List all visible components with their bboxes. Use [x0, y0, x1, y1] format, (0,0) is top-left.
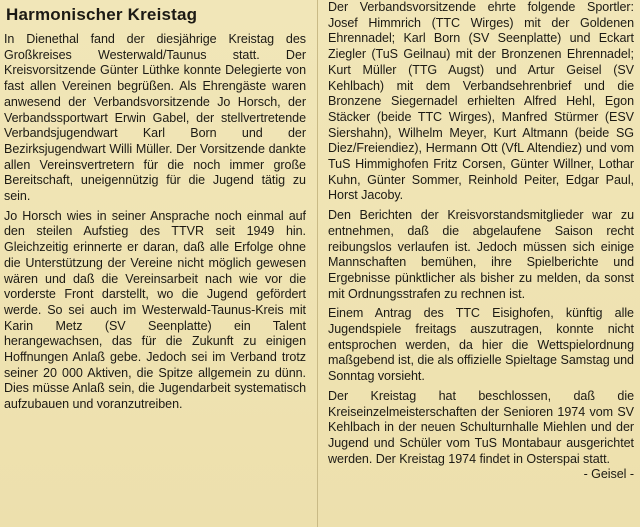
right-column [328, 0, 634, 483]
left-column [4, 0, 306, 417]
decisions-text: Der Kreistag hat beschlossen, daß die Kreiseinzelmeisterschaften der Senioren 1974 vom SV Kehlbach in der neuen Schulturnhalle Miehlen und der Jugend und Schüler vom TuS Montabaur ausgerichtet werden. Der Kreistag 1974 findet in Osterspai statt. [328, 388, 634, 466]
column-divider [317, 0, 318, 527]
paragraph-decisions [328, 388, 634, 482]
paragraph-intro: In Dienethal fand der diesjährige Kreistag des Großkreises Westerwald/Taunus statt. Der Kreisvorsitzende Günter Lüthke konnte Delegierte von fast allen Vereinen begrüßen. Als Ehrengäste waren anwesend der Verbandsvorsitzende Jo Horsch, der Verbandssportwart Erwin Gabel, der stellvertretende Verbandsjugendwart Karl Born und der Bezirksjugendwart Willi Müller. Der Vorsitzende dankte allen Vereinsvertretern für die noch immer große Bereitschaft, uneigennützig für die Jugend tätig zu sein. [4, 32, 306, 204]
paragraph-motion: Einem Antrag des TTC Eisighofen, künftig alle Jugendspiele freitags auszutragen, konnte nicht entsprochen werden, da hier die Wettspielordnung maßgebend ist, die als offizielle Spieltage Samstag und Sonntag vorsieht. [328, 306, 634, 384]
paragraph-reports: Den Berichten der Kreisvorstandsmitglieder war zu entnehmen, daß die abgelaufene Saison recht reibungslos verlaufen ist. Jedoch müssen sich einige Mannschaften bemühen, ihre Spielberichte und Ergebnisse pünktlicher als bisher zu melden, da sonst mit Ordnungsstrafen zu rechnen ist. [328, 208, 634, 301]
paragraph-honors: Der Verbandsvorsitzende ehrte folgende Sportler: Josef Himmrich (TTC Wirges) mit der Goldenen Ehrennadel; Karl Born (SV Seenplatte) und Eckart Ziegler (TuS Geilnau) mit der Bronzenen Ehrennadel; Kurt Müller (TTG Augst) und Artur Geisel (SV Kehlbach) mit dem Verbandsehrenbrief und die Bronzene Siegernadel erhielten Alfred Hehl, Egon Stäcker (beide TTC Wirges), Manfred Stürmer (ESV Siershahn), Wilhelm Meyer, Kurt Altmann (beide SG Diez/Freiendiez), Hermann Ott (VfL Altendiez) und vom TuS Himmighofen Fritz Corsen, Günter Willner, Lothar Kuhn, Günter Sommer, Reinhold Peiter, Edgar Paul, Horst Jacoby. [328, 0, 634, 203]
paragraph-horsch-speech: Jo Horsch wies in seiner Ansprache noch einmal auf den steilen Aufstieg des TTVR seit 1949 hin. Gleichzeitig erinnerte er daran, daß alle Erfolge ohne die Unterstützung der Vereine nicht möglich gewesen wären und daß die Vereinsarbeit nach wie vor die vorderste Front darstellt, wo die Jugend gefördert werde. So sei auch im Westerwald-Taunus-Kreis mit Karin Metz (SV Seenplatte) ein Talent herangewachsen, das für die Zukunft zu einigen Hoffnungen Anlaß gebe. Jedoch sei im Verband trotz seiner 20 000 Aktiven, die Spitze allgemein zu dünn. Dies müsse Anlaß sein, die Jugendarbeit systematisch aufzubauen und voranzutreiben. [4, 208, 306, 412]
article-headline: Harmonischer Kreistag [6, 5, 198, 24]
author-signature: - Geisel - [583, 467, 634, 482]
